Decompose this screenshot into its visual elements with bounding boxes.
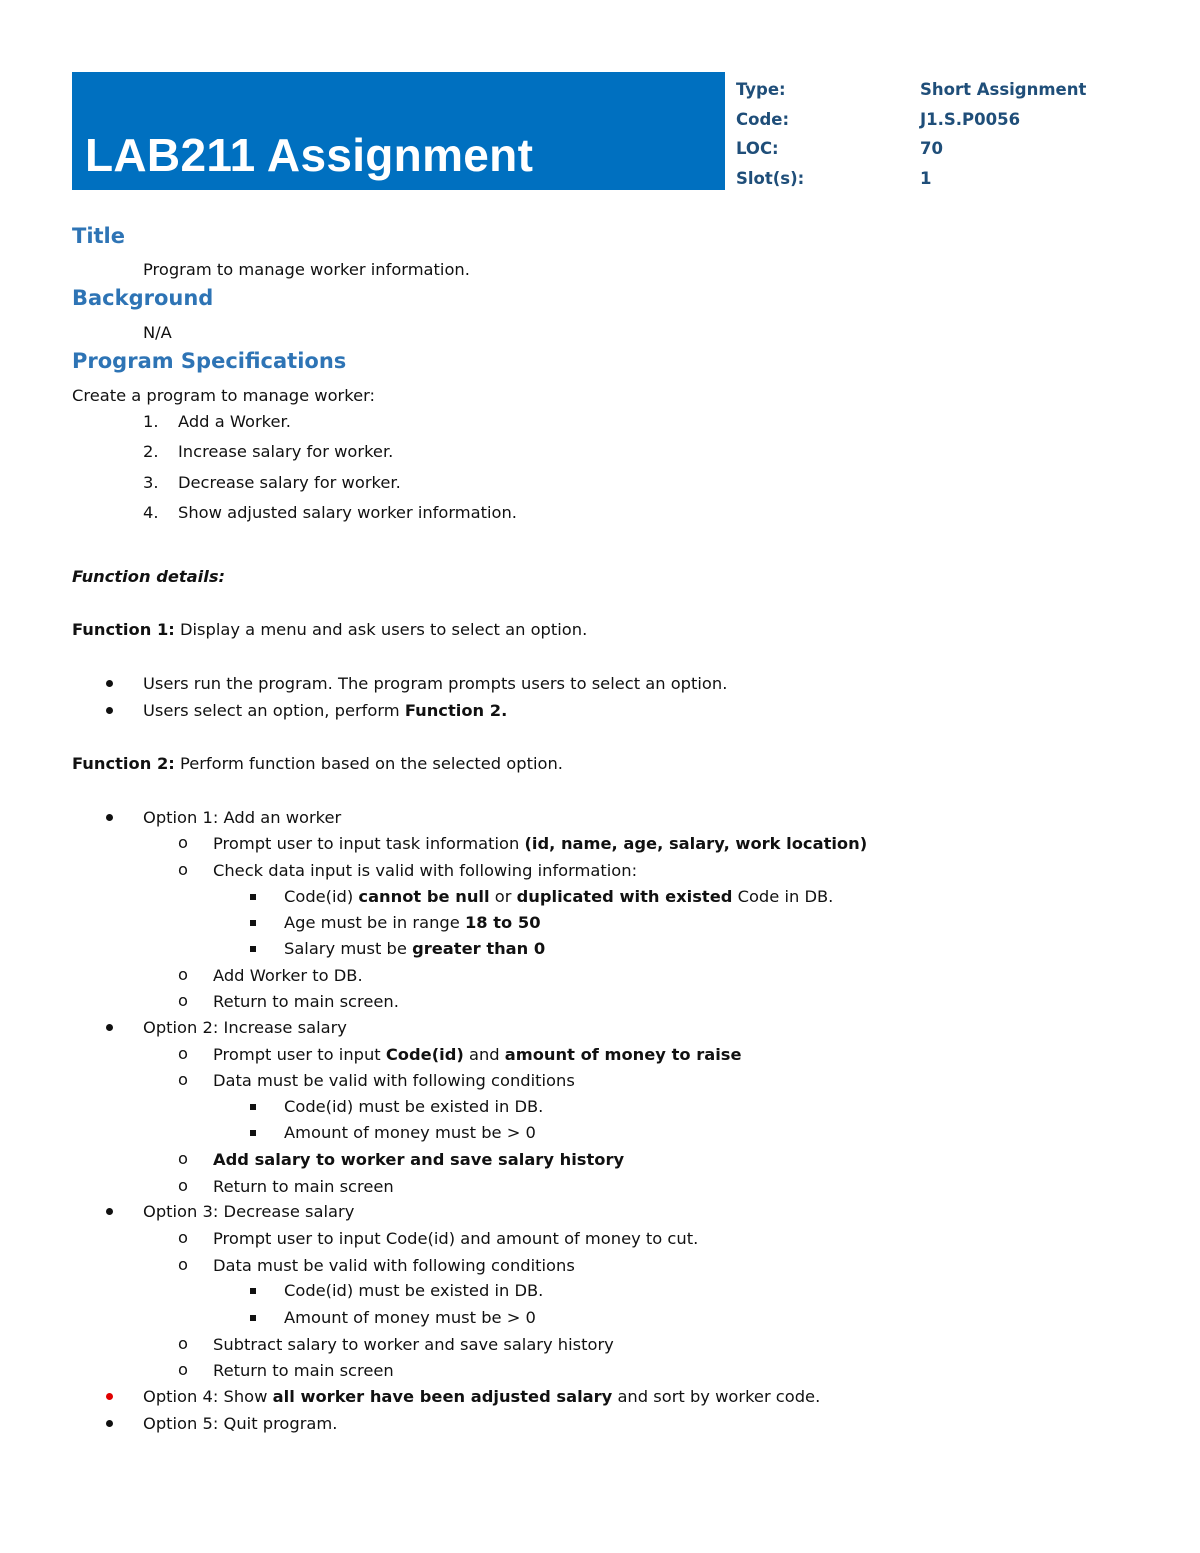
spec-number: 2. [143, 442, 159, 461]
function-details-heading [72, 566, 225, 588]
bullet-icon [106, 814, 113, 821]
spec-number: 3. [143, 473, 159, 492]
sub-bullet-icon: o [178, 1176, 188, 1195]
square-bullet-icon [250, 920, 256, 926]
red-bullet-icon [106, 1393, 113, 1400]
bullet-icon [106, 707, 113, 714]
spec-number: 1. [143, 412, 159, 431]
square-bullet-icon [250, 946, 256, 952]
sub-bullet-icon: o [178, 1360, 188, 1379]
option-1-label: Option 1: Add an worker [143, 808, 342, 827]
validation-rule [284, 938, 545, 960]
item-text: Prompt user to input task information [213, 834, 525, 853]
option-2-item: Return to main screen [213, 1177, 394, 1196]
title-heading: Title [72, 224, 126, 248]
validation-rule: Amount of money must be > 0 [284, 1308, 536, 1327]
spec-heading: Program Specifications [72, 349, 347, 373]
function-2-text: Perform function based on the selected option. [174, 754, 563, 773]
option-3-item: Prompt user to input Code(id) and amount of money to cut. [213, 1229, 699, 1248]
rule-bold: greater than 0 [412, 939, 546, 958]
rule-text: Code(id) [284, 887, 359, 906]
sub-bullet-icon: o [178, 1149, 188, 1168]
bullet-icon [106, 1420, 113, 1427]
sub-bullet-icon: o [178, 860, 188, 879]
function-2 [72, 753, 563, 775]
meta-key: Type: [736, 80, 786, 99]
meta-key: LOC: [736, 139, 779, 159]
meta-value: 1 [920, 169, 932, 189]
function-1-text: Display a menu and ask users to select an option. [174, 620, 588, 639]
option-1-item: Return to main screen. [213, 992, 399, 1011]
validation-rule [284, 912, 541, 934]
validation-rule: Code(id) must be existed in DB. [284, 1097, 544, 1116]
sub-bullet-icon: o [178, 833, 188, 852]
item-bold: Add salary to worker and save salary history [213, 1150, 625, 1169]
rule-text: Salary must be [284, 939, 413, 958]
spec-number: 4. [143, 503, 159, 522]
meta-value: J1.S.P0056 [920, 109, 1021, 129]
option-1-item [213, 833, 867, 855]
rule-text: or [489, 887, 517, 906]
meta-row-loc [736, 135, 1176, 165]
rule-text: Age must be in range [284, 913, 465, 932]
sub-bullet-icon: o [178, 991, 188, 1010]
title-banner [72, 72, 725, 190]
bullet-icon [106, 1208, 113, 1215]
title-text: Program to manage worker information. [143, 260, 470, 279]
sub-bullet-icon: o [178, 1334, 188, 1353]
assignment-title: LAB211 Assignment [85, 129, 534, 181]
sub-bullet-icon: o [178, 1070, 188, 1089]
sub-bullet-icon: o [178, 1044, 188, 1063]
item-bold: all worker have been adjusted salary [272, 1387, 613, 1406]
item-text: Prompt user to input [213, 1045, 386, 1064]
meta-row-code [736, 106, 1176, 136]
square-bullet-icon [250, 1288, 256, 1294]
function-details-label: Function details: [72, 567, 226, 586]
background-text: N/A [143, 323, 172, 342]
square-bullet-icon [250, 1315, 256, 1321]
spec-item: Increase salary for worker. [178, 442, 394, 461]
item-text: and [463, 1045, 505, 1064]
validation-rule: Amount of money must be > 0 [284, 1123, 536, 1142]
square-bullet-icon [250, 1130, 256, 1136]
item-bold: Code(id) [385, 1045, 464, 1064]
option-3-label: Option 3: Decrease salary [143, 1202, 355, 1221]
option-3-item: Return to main screen [213, 1361, 394, 1380]
validation-rule [284, 886, 833, 908]
option-2-item [213, 1044, 742, 1066]
rule-bold: duplicated with existed [516, 887, 733, 906]
item-text: Option 4: Show [143, 1387, 273, 1406]
rule-text: Code in DB. [732, 887, 834, 906]
option-1-item: Check data input is valid with following information: [213, 861, 638, 880]
option-4 [143, 1386, 820, 1408]
sub-bullet-icon: o [178, 1255, 188, 1274]
meta-row-slots [736, 165, 1176, 195]
meta-value: Short Assignment [920, 80, 1087, 99]
rule-bold: cannot be null [358, 887, 490, 906]
option-2-item [213, 1149, 624, 1171]
sub-bullet-icon: o [178, 965, 188, 984]
option-3-item: Subtract salary to worker and save salary history [213, 1335, 614, 1354]
spec-item: Decrease salary for worker. [178, 473, 401, 492]
validation-rule: Code(id) must be existed in DB. [284, 1281, 544, 1300]
square-bullet-icon [250, 1104, 256, 1110]
option-2-item: Data must be valid with following conditions [213, 1071, 575, 1090]
function-1 [72, 619, 587, 641]
spec-intro: Create a program to manage worker: [72, 386, 376, 405]
background-heading: Background [72, 286, 214, 310]
item-text: and sort by worker code. [612, 1387, 821, 1406]
assignment-meta [736, 76, 1176, 195]
meta-row-type [736, 76, 1176, 106]
bullet-text: Users select an option, perform [143, 701, 405, 720]
bullet-icon [106, 680, 113, 687]
function-1-label: Function 1: [72, 620, 175, 639]
spec-item: Show adjusted salary worker information. [178, 503, 517, 522]
bullet-bold: Function 2. [404, 701, 508, 720]
square-bullet-icon [250, 894, 256, 900]
item-bold: amount of money to raise [504, 1045, 742, 1064]
function-2-label: Function 2: [72, 754, 175, 773]
bullet-icon [106, 1024, 113, 1031]
function-1-bullet: Users run the program. The program prompts users to select an option. [143, 674, 728, 693]
option-3-item: Data must be valid with following conditions [213, 1256, 575, 1275]
option-1-item: Add Worker to DB. [213, 966, 363, 985]
option-2-label: Option 2: Increase salary [143, 1018, 347, 1037]
sub-bullet-icon: o [178, 1228, 188, 1247]
function-1-bullet [143, 700, 507, 722]
spec-item: Add a Worker. [178, 412, 291, 431]
meta-key: Code: [736, 109, 790, 129]
option-5: Option 5: Quit program. [143, 1414, 338, 1433]
meta-key: Slot(s): [736, 169, 805, 189]
item-bold: (id, name, age, salary, work location) [524, 834, 868, 853]
rule-bold: 18 to 50 [464, 913, 541, 932]
meta-value: 70 [920, 139, 943, 159]
